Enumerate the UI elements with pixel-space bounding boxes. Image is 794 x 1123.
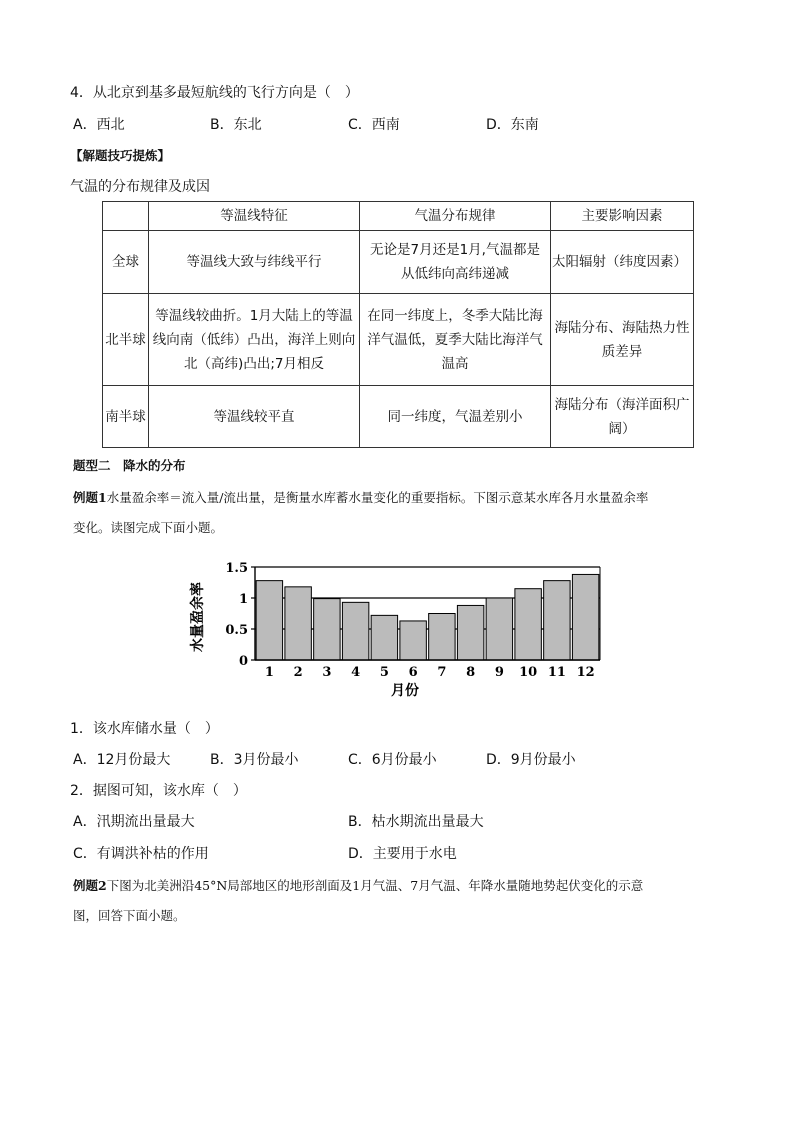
cell-line: 等温线较曲折。1月大陆上的等温	[155, 307, 353, 324]
chart-x-tick-label: 4	[351, 665, 361, 680]
table-cell-region: 北半球	[103, 294, 149, 386]
q2-option-b: B．枯水期流出量最大	[348, 814, 484, 830]
example2-text-line2: 图，回答下面小题。	[73, 908, 186, 923]
table-cell-feature	[149, 294, 360, 386]
table-header-cell: 等温线特征	[149, 202, 360, 231]
temperature-table	[102, 201, 694, 448]
cell-line: 洋气温低，夏季大陆比海洋气	[367, 331, 543, 348]
table-cell-region: 南半球	[103, 386, 149, 448]
table-cell-feature	[149, 386, 360, 448]
chart-x-tick-label: 9	[494, 665, 504, 680]
table-header-row	[103, 202, 694, 231]
table-cell-region: 全球	[103, 231, 149, 294]
chart-x-tick-label: 7	[437, 665, 447, 680]
chart-x-axis-label: 月份	[391, 683, 419, 699]
table-cell-factor	[551, 386, 694, 448]
cell-line: 等温线较平直	[213, 408, 295, 425]
q2-option-a: A．汛期流出量最大	[73, 814, 195, 830]
chart-bar	[486, 598, 512, 660]
table-cell-feature	[149, 231, 360, 294]
chart-bar	[285, 587, 311, 660]
cell-line: 线向南（低纬）凸出，海洋上则向	[152, 331, 356, 348]
chart-y-tick-label: 1.5	[225, 561, 248, 576]
q4-question: 4．从北京到基多最短航线的飞行方向是（ ）	[70, 85, 359, 101]
cell-line: 海陆分布（海洋面积广	[554, 396, 690, 413]
table-cell-rule	[360, 294, 551, 386]
example1-paragraph	[73, 488, 648, 506]
chart-y-tick-label: 0.5	[225, 623, 248, 638]
cell-line: 同一纬度，气温差别小	[387, 408, 523, 425]
chart-x-tick-label: 5	[379, 665, 389, 680]
cell-line: 太阳辐射（纬度因素）	[552, 254, 687, 270]
table-row	[103, 294, 694, 386]
tips-heading: 【解题技巧提炼】	[70, 148, 171, 163]
cell-line: 等温线大致与纬线平行	[186, 254, 322, 270]
q4-option-a: A．西北	[73, 117, 125, 133]
table-row	[103, 231, 694, 294]
example2-text: 下图为北美洲沿45°N局部地区的地形剖面及1月气温、7月气温、年降水量随地势起伏变化的示意	[106, 878, 644, 893]
table-cell-rule	[360, 231, 551, 294]
q4-option-c: C．西南	[348, 117, 400, 133]
cell-line: 在同一纬度上，冬季大陆比海	[367, 307, 543, 324]
chart-bar	[544, 581, 570, 660]
chart-bar	[400, 621, 426, 660]
q1-option-a: A．12月份最大	[73, 752, 171, 768]
table-header-cell: 主要影响因素	[551, 202, 694, 231]
chart-bar	[371, 615, 397, 660]
chart-bar	[429, 614, 455, 661]
example1-text-line2: 变化。读图完成下面小题。	[73, 520, 224, 535]
q1-option-b: B．3月份最小	[210, 752, 299, 768]
chart-x-tick-label: 10	[519, 665, 538, 680]
q2-option-d: D．主要用于水电	[348, 846, 457, 862]
q1-option-c: C．6月份最小	[348, 752, 437, 768]
chart-bars	[256, 574, 599, 660]
chart-y-tick-label: 0	[238, 654, 248, 669]
cell-line: 海陆分布、海陆热力性	[554, 319, 690, 336]
q2-option-c: C．有调洪补枯的作用	[73, 846, 209, 862]
cell-line: 从低纬向高纬递减	[401, 266, 509, 282]
chart-bar	[342, 602, 368, 660]
table-header-cell	[103, 202, 149, 231]
table-row	[103, 386, 694, 448]
chart-x-tick-label: 11	[547, 665, 566, 680]
chart-bar	[515, 589, 541, 660]
chart-x-tick-label: 12	[576, 665, 595, 680]
q4-option-d: D．东南	[486, 117, 539, 133]
cell-line: 无论是7月还是1月,气温都是	[370, 242, 540, 258]
example1-label: 例题1	[73, 490, 107, 505]
chart-y-tick-label: 1	[238, 592, 248, 607]
table-cell-factor	[551, 294, 694, 386]
section-title: 题型二 降水的分布	[73, 458, 186, 473]
cell-line: 质差异	[601, 343, 643, 360]
chart-bar	[572, 574, 598, 660]
q1-option-d: D．9月份最小	[486, 752, 576, 768]
chart-y-axis-label: 水量盈余率	[190, 582, 206, 652]
tips-subtitle: 气温的分布规律及成因	[70, 179, 210, 195]
chart-x-tick-label: 1	[264, 665, 274, 680]
example2-label: 例题2	[73, 878, 107, 893]
cell-line: 北（高纬)凸出;7月相反	[184, 355, 324, 372]
cell-line: 温高	[441, 355, 469, 372]
chart-x-tick-label: 2	[293, 665, 303, 680]
chart-bar	[256, 581, 282, 660]
q1-question: 1．该水库储水量（ ）	[70, 721, 219, 737]
cell-line: 阔）	[608, 420, 636, 437]
chart-bar	[314, 599, 340, 660]
q2-question: 2．据图可知，该水库（ ）	[70, 783, 247, 799]
example2-paragraph	[73, 876, 643, 894]
q4-option-b: B．东北	[210, 117, 262, 133]
chart-x-tick-label: 3	[322, 665, 332, 680]
table-cell-factor	[551, 231, 694, 294]
chart-x-tick-label: 6	[408, 665, 418, 680]
table-cell-rule	[360, 386, 551, 448]
table-header-cell: 气温分布规律	[360, 202, 551, 231]
example1-text: 水量盈余率＝流入量/流出量，是衡量水库蓄水量变化的重要指标。下图示意某水库各月水量盈余率	[106, 490, 649, 505]
water-surplus-bar-chart	[180, 560, 620, 705]
chart-x-tick-label: 8	[466, 665, 476, 680]
chart-bar	[457, 605, 483, 660]
